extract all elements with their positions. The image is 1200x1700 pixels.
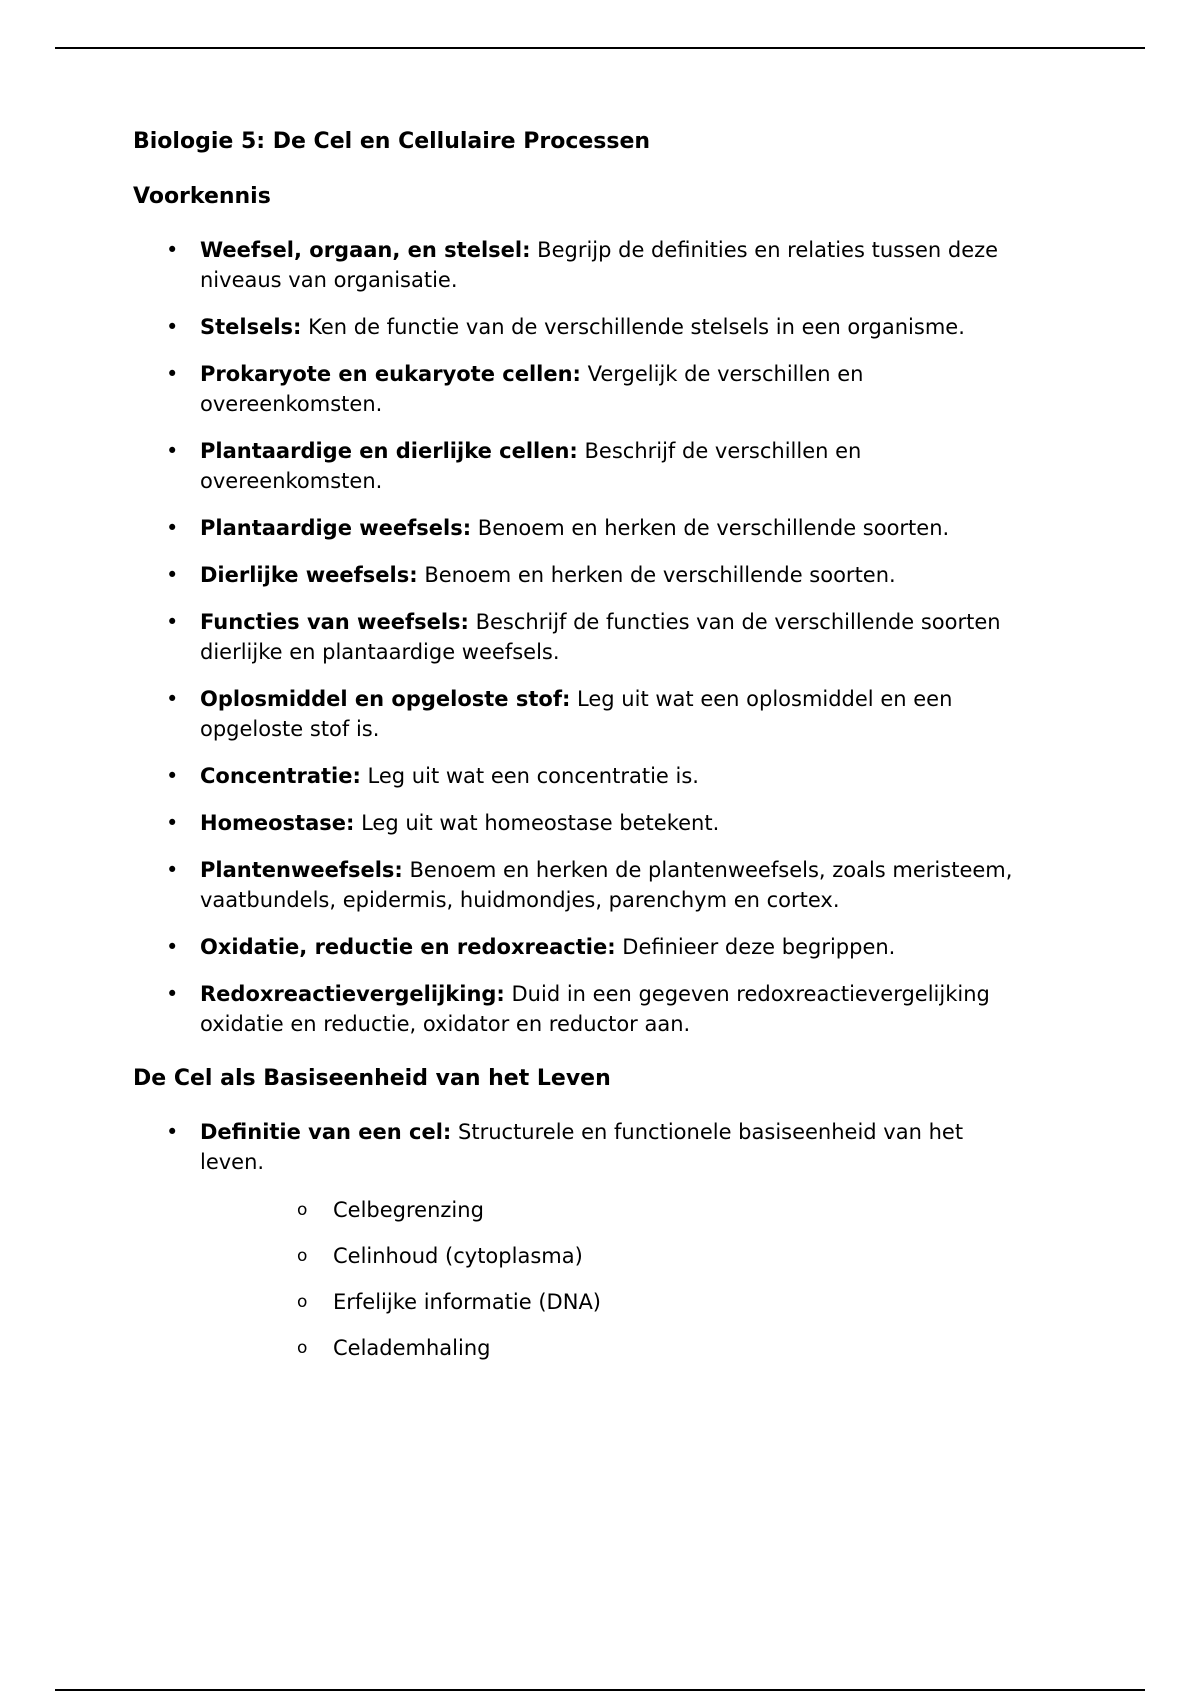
bullet-marker: • (166, 935, 179, 960)
list-item (133, 761, 1033, 791)
list-item-lead: Plantaardige en dierlijke cellen: (200, 438, 578, 463)
list-item (133, 1117, 1033, 1363)
list-item-lead: Functies van weefsels: (200, 610, 469, 635)
bullet-marker: • (166, 687, 179, 712)
sub-bullet-marker: o (297, 1199, 308, 1220)
bullet-marker: • (166, 610, 179, 635)
sub-list-item (200, 1333, 1033, 1363)
section-heading-voorkennis: Voorkennis (133, 184, 271, 210)
list-item-lead: Redoxreactievergelijking: (200, 982, 505, 1007)
bullet-marker: • (166, 516, 179, 541)
list-item-text: Begrijp de definities en relaties tussen deze niveaus van organisatie. (200, 237, 999, 292)
voorkennis-list (133, 235, 1033, 1039)
list-item (133, 359, 1033, 419)
sub-list-item (200, 1241, 1033, 1271)
cel-list (133, 1117, 1033, 1363)
bottom-rule (55, 1689, 1145, 1691)
sub-list-item (200, 1287, 1033, 1317)
list-item-lead: Dierlijke weefsels: (200, 563, 418, 588)
document-content (133, 126, 1033, 1380)
list-item-lead: Plantenweefsels: (200, 858, 403, 883)
sub-list-item-text: Celinhoud (cytoplasma) (333, 1243, 583, 1268)
list-item-lead: Plantaardige weefsels: (200, 516, 472, 541)
sub-list-item (200, 1195, 1033, 1225)
list-item (133, 979, 1033, 1039)
bullet-marker: • (166, 563, 179, 588)
list-item (133, 235, 1033, 295)
list-item-text: Benoem en herken de verschillende soorten. (471, 516, 950, 541)
list-item-text: Benoem en herken de plantenweefsels, zoals meristeem, vaatbundels, epidermis, huidmondjes, parenchym en cortex. (200, 858, 1013, 913)
list-item-text: Definieer deze begrippen. (615, 935, 896, 960)
sub-list-item-text: Erfelijke informatie (DNA) (333, 1289, 601, 1314)
list-item (133, 684, 1033, 744)
list-item (133, 312, 1033, 342)
bullet-marker: • (166, 858, 179, 883)
list-item-lead: Stelsels: (200, 314, 302, 339)
bullet-marker: • (166, 237, 179, 262)
list-item-text: Leg uit wat een oplosmiddel en een opgeloste stof is. (200, 687, 953, 742)
bullet-marker: • (166, 438, 179, 463)
list-item-lead: Oxidatie, reductie en redoxreactie: (200, 935, 616, 960)
sub-bullet-marker: o (297, 1337, 308, 1358)
list-item-text: Structurele en functionele basiseenheid van het leven. (200, 1119, 964, 1174)
bullet-marker: • (166, 1119, 179, 1144)
bullet-marker: • (166, 764, 179, 789)
list-item-text: Leg uit wat een concentratie is. (360, 764, 699, 789)
bullet-marker: • (166, 361, 179, 386)
sub-list-item-text: Celbegrenzing (333, 1197, 484, 1222)
list-item-lead: Definitie van een cel: (200, 1119, 452, 1144)
bullet-marker: • (166, 314, 179, 339)
list-item-lead: Prokaryote en eukaryote cellen: (200, 361, 581, 386)
cel-sub-list (200, 1195, 1033, 1363)
bullet-marker: • (166, 982, 179, 1007)
top-rule (55, 47, 1145, 49)
list-item (133, 513, 1033, 543)
page-title: Biologie 5: De Cel en Cellulaire Processen (133, 129, 651, 154)
list-item-text: Beschrijf de verschillen en overeenkomsten. (200, 438, 862, 493)
sub-bullet-marker: o (297, 1291, 308, 1312)
list-item (133, 855, 1033, 915)
bullet-marker: • (166, 811, 179, 836)
list-item-text: Leg uit wat homeostase betekent. (354, 811, 720, 836)
list-item (133, 607, 1033, 667)
list-item (133, 436, 1033, 496)
list-item-text: Vergelijk de verschillen en overeenkomsten. (200, 361, 864, 416)
list-item-lead: Homeostase: (200, 811, 355, 836)
list-item-text: Duid in een gegeven redoxreactievergelijking oxidatie en reductie, oxidator en reductor aan. (200, 982, 990, 1037)
list-item (133, 808, 1033, 838)
list-item-lead: Concentratie: (200, 764, 361, 789)
list-item (133, 560, 1033, 590)
sub-list-item-text: Celademhaling (333, 1335, 491, 1360)
list-item-text: Ken de functie van de verschillende stelsels in een organisme. (301, 314, 965, 339)
list-item (133, 932, 1033, 962)
list-item-text: Benoem en herken de verschillende soorten. (417, 563, 896, 588)
sub-bullet-marker: o (297, 1245, 308, 1266)
list-item-lead: Weefsel, orgaan, en stelsel: (200, 237, 531, 262)
list-item-text: Beschrijf de functies van de verschillende soorten dierlijke en plantaardige weefsels. (200, 610, 1001, 665)
list-item-lead: Oplosmiddel en opgeloste stof: (200, 687, 571, 712)
section-heading-cel-basiseenheid: De Cel als Basiseenheid van het Leven (133, 1066, 611, 1092)
